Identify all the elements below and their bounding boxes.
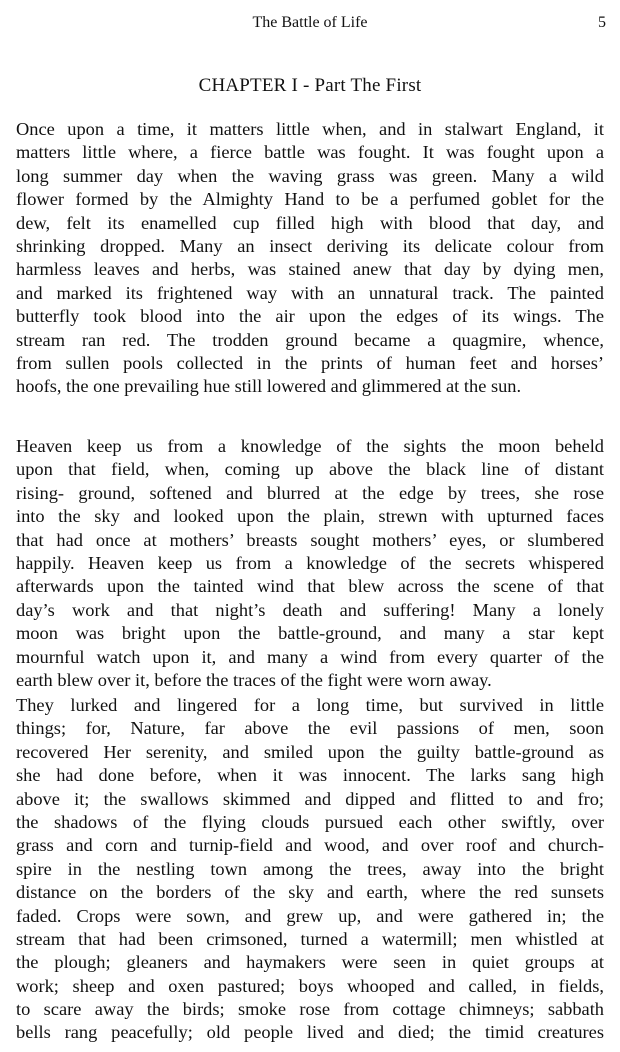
running-header (0, 12, 620, 34)
text-line: she had done before, when it was innocent. The larks sang high (16, 765, 604, 786)
text-line: into the sky and looked upon the plain, strewn with upturned faces (16, 506, 604, 527)
text-line: harmless leaves and herbs, was stained anew that day by dying men, (16, 259, 604, 280)
text-line: to scare away the birds; smoke rose from cottage chimneys; sabbath (16, 999, 604, 1020)
text-line: afterwards upon the tainted wind that blew across the scene of that (16, 576, 604, 597)
text-line: things; for, Nature, far above the evil passions of men, soon (16, 718, 604, 739)
text-line: Once upon a time, it matters little when, and in stalwart England, it (16, 119, 604, 139)
paragraph-1 (16, 118, 604, 399)
text-line: spire in the nestling town among the trees, away into the bright (16, 858, 604, 879)
text-line: earth blew over it, before the traces of the fight were worn away. (16, 669, 492, 690)
text-line: day’s work and that night’s death and suffering! Many a lonely (16, 599, 604, 620)
text-line: faded. Crops were sown, and grew up, and were gathered in; the (16, 905, 604, 926)
text-line: stream ran red. The trodden ground became a quagmire, whence, (16, 329, 604, 350)
text-line: recovered Her serenity, and smiled upon the guilty battle-ground as (16, 741, 604, 762)
text-line: happily. Heaven keep us from a knowledge of the secrets whispered (16, 552, 604, 573)
text-line: matters little where, a fierce battle was fought. It was fought upon a (16, 142, 604, 163)
chapter-heading: CHAPTER I - Part The First (198, 75, 422, 96)
text-line: shrinking dropped. Many an insect deriving its delicate colour from (16, 235, 604, 256)
paragraph-2 (16, 435, 604, 692)
text-line: the plough; gleaners and haymakers were seen in quiet groups at (16, 952, 604, 973)
text-line: stream that had been crimsoned, turned a watermill; men whistled at (16, 928, 604, 949)
text-line: dew, felt its enamelled cup filled high with blood that day, and (16, 212, 604, 233)
text-line: mournful watch upon it, and many a wind from every quarter of the (16, 646, 604, 667)
text-line: butterfly took blood into the air upon the edges of its wings. The (16, 306, 604, 327)
text-line: long summer day when the waving grass was green. Many a wild (16, 165, 604, 186)
text-line: that had once at mothers’ breasts sought mothers’ eyes, or slumbered (16, 529, 604, 550)
text-line: upon that field, when, coming up above the black line of distant (16, 459, 604, 480)
running-title: The Battle of Life (252, 14, 368, 31)
text-line: distance on the borders of the sky and earth, where the red sunsets (16, 882, 604, 903)
text-line: hoofs, the one prevailing hue still lowered and glimmered at the sun. (16, 376, 522, 397)
text-line: flower formed by the Almighty Hand to be a perfumed goblet for the (16, 189, 604, 210)
text-line: Heaven keep us from a knowledge of the sights the moon beheld (16, 436, 604, 456)
text-line: and marked its frightened way with an unnatural track. The painted (16, 282, 604, 303)
page-number: 5 (598, 14, 606, 31)
text-line: work; sheep and oxen pastured; boys whooped and called, in fields, (16, 975, 604, 996)
text-line: rising- ground, softened and blurred at the edge by trees, she rose (16, 482, 604, 503)
text-line: bells rang peacefully; old people lived and died; the timid creatures (16, 1022, 604, 1043)
paragraph-3 (16, 694, 604, 1045)
text-line: moon was bright upon the battle-ground, and many a star kept (16, 623, 604, 644)
text-line: They lurked and lingered for a long time, but survived in little (16, 695, 604, 715)
text-line: above it; the swallows skimmed and dipped and flitted to and fro; (16, 788, 604, 809)
text-line: from sullen pools collected in the prints of human feet and horses’ (16, 352, 604, 373)
text-line: grass and corn and turnip-field and wood, and over roof and church- (16, 835, 604, 856)
text-line: the shadows of the flying clouds pursued each other swiftly, over (16, 811, 604, 832)
